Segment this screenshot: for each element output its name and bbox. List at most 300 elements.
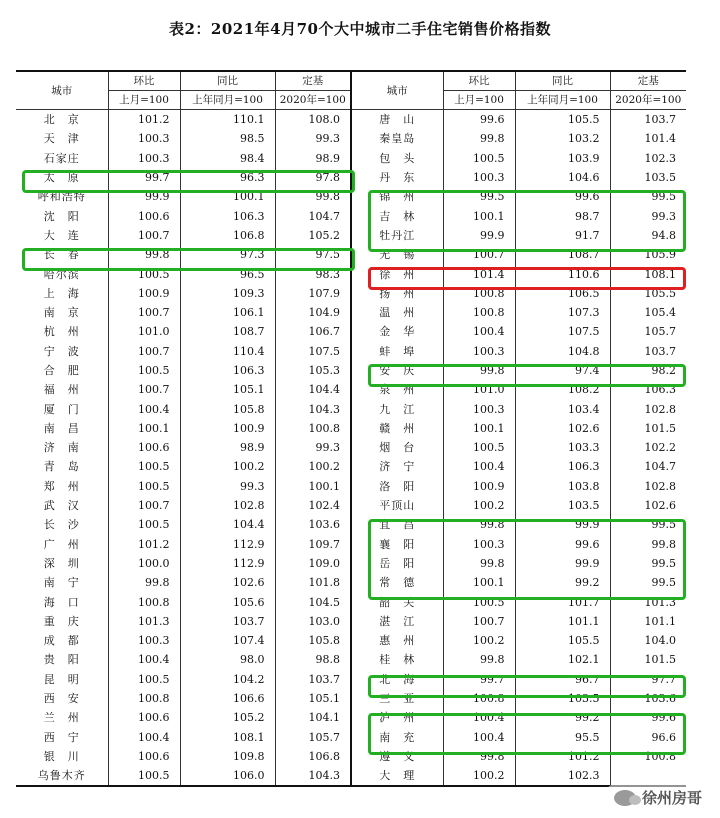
city-name-right: 牡丹江 xyxy=(351,226,443,245)
city-name-left: 兰 州 xyxy=(43,711,80,725)
yoy-value-right: 97.4 xyxy=(515,361,610,380)
city-name-right: 遵 义 xyxy=(351,747,443,766)
yoy-value-left: 106.3 xyxy=(180,361,275,380)
base-value-right: 103.7 xyxy=(610,342,686,361)
base-value-left: 97.8 xyxy=(275,168,351,187)
city-name-left: 南 宁 xyxy=(43,576,80,590)
wechat-icon xyxy=(614,790,636,806)
base-value-right: 103.5 xyxy=(610,168,686,187)
yoy-value-right: 102.6 xyxy=(515,419,610,438)
mom-value-left: 100.9 xyxy=(108,284,180,303)
base-value-left: 98.3 xyxy=(275,264,351,283)
city-name-right: 惠 州 xyxy=(351,631,443,650)
base-value-left: 108.0 xyxy=(275,110,351,130)
city-name-left: 长 沙 xyxy=(43,518,80,532)
table-row xyxy=(16,592,686,611)
mom-value-right: 99.5 xyxy=(443,187,515,206)
base-value-left: 105.7 xyxy=(275,728,351,747)
yoy-value-left: 105.6 xyxy=(180,592,275,611)
table-row xyxy=(16,496,686,515)
city-name-right: 济 宁 xyxy=(351,457,443,476)
city-name-right: 丹 东 xyxy=(351,168,443,187)
yoy-value-left: 110.1 xyxy=(180,110,275,130)
base-value-right: 108.1 xyxy=(610,264,686,283)
city-name-left: 昆 明 xyxy=(43,672,80,686)
mom-value-left: 100.7 xyxy=(108,226,180,245)
yoy-value-right: 98.7 xyxy=(515,206,610,225)
table-row xyxy=(16,515,686,534)
base-value-left: 105.8 xyxy=(275,631,351,650)
table-row xyxy=(16,187,686,206)
mom-value-right: 100.1 xyxy=(443,419,515,438)
city-name-right: 金 华 xyxy=(351,322,443,341)
mom-value-left: 100.6 xyxy=(108,708,180,727)
header-base-left: 定基 xyxy=(275,71,351,91)
mom-value-left: 100.5 xyxy=(108,457,180,476)
mom-value-left: 100.5 xyxy=(108,670,180,689)
base-value-right xyxy=(610,766,686,786)
base-value-right: 97.7 xyxy=(610,670,686,689)
mom-value-left: 100.5 xyxy=(108,264,180,283)
base-value-right: 104.0 xyxy=(610,631,686,650)
mom-value-left: 100.3 xyxy=(108,631,180,650)
mom-value-left: 100.7 xyxy=(108,303,180,322)
table-row xyxy=(16,631,686,650)
yoy-value-left: 100.1 xyxy=(180,187,275,206)
yoy-value-right: 107.3 xyxy=(515,303,610,322)
base-value-right: 101.1 xyxy=(610,612,686,631)
base-value-left: 99.3 xyxy=(275,438,351,457)
base-value-left: 107.9 xyxy=(275,284,351,303)
base-value-left: 104.3 xyxy=(275,399,351,418)
yoy-value-right: 105.5 xyxy=(515,110,610,130)
mom-value-left: 101.2 xyxy=(108,535,180,554)
yoy-value-left: 108.1 xyxy=(180,728,275,747)
base-value-right: 103.7 xyxy=(610,110,686,130)
mom-value-left: 99.8 xyxy=(108,245,180,264)
mom-value-left: 99.9 xyxy=(108,187,180,206)
city-name-left: 宁 波 xyxy=(43,344,80,358)
city-name-right: 徐 州 xyxy=(351,264,443,283)
city-name-left: 贵 阳 xyxy=(43,653,80,667)
city-name-left: 哈尔滨 xyxy=(43,267,80,281)
base-value-left: 102.4 xyxy=(275,496,351,515)
mom-value-right: 99.8 xyxy=(443,361,515,380)
base-value-right: 99.5 xyxy=(610,187,686,206)
yoy-value-right: 110.6 xyxy=(515,264,610,283)
table-row xyxy=(16,322,686,341)
base-value-right: 105.5 xyxy=(610,284,686,303)
city-name-left: 深 圳 xyxy=(43,556,80,570)
yoy-value-left: 105.1 xyxy=(180,380,275,399)
city-name-right: 蚌 埠 xyxy=(351,342,443,361)
header-mom-sub-right: 上月=100 xyxy=(443,91,515,110)
city-name-right: 平顶山 xyxy=(351,496,443,515)
city-name-left: 成 都 xyxy=(43,634,80,648)
base-value-right: 101.5 xyxy=(610,419,686,438)
yoy-value-left: 108.7 xyxy=(180,322,275,341)
city-name-right: 扬 州 xyxy=(351,284,443,303)
base-value-right: 99.5 xyxy=(610,554,686,573)
mom-value-right: 101.0 xyxy=(443,380,515,399)
city-name-right: 锦 州 xyxy=(351,187,443,206)
yoy-value-left: 110.4 xyxy=(180,342,275,361)
yoy-value-left: 102.6 xyxy=(180,573,275,592)
yoy-value-right: 102.3 xyxy=(515,766,610,786)
city-name-left: 呼和浩特 xyxy=(37,190,86,204)
yoy-value-right: 103.9 xyxy=(515,149,610,168)
base-value-right: 105.7 xyxy=(610,322,686,341)
mom-value-right: 100.4 xyxy=(443,708,515,727)
table-row xyxy=(16,129,686,148)
yoy-value-left: 99.3 xyxy=(180,477,275,496)
base-value-right: 106.3 xyxy=(610,380,686,399)
table-row xyxy=(16,361,686,380)
mom-value-right: 100.2 xyxy=(443,631,515,650)
yoy-value-right: 95.5 xyxy=(515,728,610,747)
header-city-right: 城市 xyxy=(351,71,443,110)
mom-value-left: 99.8 xyxy=(108,573,180,592)
city-name-right: 包 头 xyxy=(351,149,443,168)
mom-value-right: 99.8 xyxy=(443,515,515,534)
yoy-value-left: 109.8 xyxy=(180,747,275,766)
table-row xyxy=(16,264,686,283)
yoy-value-right: 101.7 xyxy=(515,592,610,611)
header-mom-right: 环比 xyxy=(443,71,515,91)
city-name-left: 海 口 xyxy=(43,595,80,609)
yoy-value-left: 98.9 xyxy=(180,438,275,457)
table-row xyxy=(16,708,686,727)
city-name-right: 泸 州 xyxy=(351,708,443,727)
mom-value-left: 100.7 xyxy=(108,342,180,361)
mom-value-right: 100.3 xyxy=(443,399,515,418)
mom-value-left: 100.1 xyxy=(108,419,180,438)
yoy-value-right: 99.6 xyxy=(515,535,610,554)
yoy-value-right: 103.2 xyxy=(515,129,610,148)
city-name-left: 太 原 xyxy=(43,171,80,185)
base-value-left: 100.1 xyxy=(275,477,351,496)
table-row xyxy=(16,457,686,476)
city-name-left: 石家庄 xyxy=(43,151,80,165)
mom-value-right: 100.2 xyxy=(443,766,515,786)
yoy-value-left: 106.0 xyxy=(180,766,275,786)
table-row xyxy=(16,438,686,457)
city-name-left: 上 海 xyxy=(43,286,80,300)
mom-value-right: 100.4 xyxy=(443,728,515,747)
yoy-value-right: 99.9 xyxy=(515,554,610,573)
base-value-right: 104.7 xyxy=(610,457,686,476)
header-yoy-right: 同比 xyxy=(515,71,610,91)
city-name-right: 韶 关 xyxy=(351,592,443,611)
base-value-right: 101.5 xyxy=(610,650,686,669)
base-value-left: 98.9 xyxy=(275,149,351,168)
city-name-right: 南 充 xyxy=(351,728,443,747)
mom-value-left: 100.5 xyxy=(108,361,180,380)
yoy-value-right: 104.6 xyxy=(515,168,610,187)
base-value-right: 105.4 xyxy=(610,303,686,322)
mom-value-right: 101.4 xyxy=(443,264,515,283)
base-value-left: 101.8 xyxy=(275,573,351,592)
yoy-value-right: 104.8 xyxy=(515,342,610,361)
mom-value-left: 100.6 xyxy=(108,438,180,457)
yoy-value-right: 99.2 xyxy=(515,573,610,592)
city-name-left: 郑 州 xyxy=(43,479,80,493)
mom-value-right: 100.5 xyxy=(443,438,515,457)
yoy-value-right: 108.2 xyxy=(515,380,610,399)
yoy-value-right: 103.4 xyxy=(515,399,610,418)
table-row xyxy=(16,535,686,554)
header-yoy-sub-right: 上年同月=100 xyxy=(515,91,610,110)
base-value-right: 102.8 xyxy=(610,477,686,496)
mom-value-left: 101.0 xyxy=(108,322,180,341)
base-value-left: 99.3 xyxy=(275,129,351,148)
city-name-left: 大 连 xyxy=(43,228,80,242)
table-row xyxy=(16,573,686,592)
city-name-left: 乌鲁木齐 xyxy=(16,766,108,786)
city-name-left: 天 津 xyxy=(43,132,80,146)
yoy-value-right: 103.3 xyxy=(515,438,610,457)
yoy-value-left: 106.6 xyxy=(180,689,275,708)
base-value-left: 103.7 xyxy=(275,670,351,689)
header-base-sub-left: 2020年=100 xyxy=(275,91,351,110)
base-value-left: 100.8 xyxy=(275,419,351,438)
city-name-right: 北 海 xyxy=(351,670,443,689)
mom-value-left: 101.2 xyxy=(108,110,180,130)
yoy-value-left: 102.8 xyxy=(180,496,275,515)
table-row xyxy=(16,206,686,225)
base-value-right: 99.3 xyxy=(610,206,686,225)
base-value-left: 106.7 xyxy=(275,322,351,341)
yoy-value-right: 101.2 xyxy=(515,747,610,766)
yoy-value-left: 100.9 xyxy=(180,419,275,438)
yoy-value-left: 98.4 xyxy=(180,149,275,168)
base-value-right: 101.4 xyxy=(610,129,686,148)
yoy-value-right: 106.3 xyxy=(515,457,610,476)
yoy-value-right: 108.7 xyxy=(515,245,610,264)
mom-value-right: 100.5 xyxy=(443,149,515,168)
city-name-left: 南 昌 xyxy=(43,421,80,435)
city-name-left: 南 京 xyxy=(43,306,80,320)
yoy-value-right: 102.1 xyxy=(515,650,610,669)
mom-value-left: 100.4 xyxy=(108,728,180,747)
mom-value-left: 100.6 xyxy=(108,747,180,766)
city-name-right: 桂 林 xyxy=(351,650,443,669)
yoy-value-left: 98.0 xyxy=(180,650,275,669)
table-row xyxy=(16,650,686,669)
mom-value-left: 100.4 xyxy=(108,399,180,418)
yoy-value-left: 105.2 xyxy=(180,708,275,727)
mom-value-right: 100.7 xyxy=(443,612,515,631)
mom-value-right: 100.3 xyxy=(443,342,515,361)
mom-value-left: 101.3 xyxy=(108,612,180,631)
yoy-value-right: 99.2 xyxy=(515,708,610,727)
base-value-right: 103.6 xyxy=(610,689,686,708)
yoy-value-right: 96.7 xyxy=(515,670,610,689)
base-value-left: 109.7 xyxy=(275,535,351,554)
base-value-right: 102.8 xyxy=(610,399,686,418)
base-value-right: 99.5 xyxy=(610,515,686,534)
base-value-left: 104.5 xyxy=(275,592,351,611)
mom-value-right: 99.8 xyxy=(443,650,515,669)
yoy-value-right: 91.7 xyxy=(515,226,610,245)
mom-value-right: 99.7 xyxy=(443,670,515,689)
yoy-value-left: 106.8 xyxy=(180,226,275,245)
table-row xyxy=(16,226,686,245)
mom-value-right: 100.4 xyxy=(443,322,515,341)
city-name-left: 青 岛 xyxy=(43,460,80,474)
header-mom-left: 环比 xyxy=(108,71,180,91)
city-name-left: 厦 门 xyxy=(43,402,80,416)
yoy-value-right: 99.9 xyxy=(515,515,610,534)
city-name-left: 北 京 xyxy=(43,113,80,127)
watermark-text: 徐州房哥 xyxy=(641,789,702,807)
base-value-right: 99.8 xyxy=(610,535,686,554)
base-value-left: 103.0 xyxy=(275,612,351,631)
city-name-left: 杭 州 xyxy=(43,325,80,339)
yoy-value-left: 112.9 xyxy=(180,554,275,573)
table-row xyxy=(16,245,686,264)
yoy-value-left: 96.3 xyxy=(180,168,275,187)
watermark xyxy=(608,785,708,810)
mom-value-right: 99.8 xyxy=(443,747,515,766)
mom-value-right: 100.7 xyxy=(443,245,515,264)
table-row xyxy=(16,728,686,747)
city-name-right: 泉 州 xyxy=(351,380,443,399)
base-value-left: 97.5 xyxy=(275,245,351,264)
city-name-left: 西 安 xyxy=(43,692,80,706)
base-value-left: 104.7 xyxy=(275,206,351,225)
city-name-right: 宜 昌 xyxy=(351,515,443,534)
yoy-value-right: 105.5 xyxy=(515,631,610,650)
city-name-left: 武 汉 xyxy=(43,499,80,513)
table-row xyxy=(16,747,686,766)
mom-value-left: 100.7 xyxy=(108,496,180,515)
base-value-right: 102.2 xyxy=(610,438,686,457)
yoy-value-left: 96.5 xyxy=(180,264,275,283)
city-name-right: 安 庆 xyxy=(351,361,443,380)
yoy-value-right: 101.1 xyxy=(515,612,610,631)
city-name-left: 重 庆 xyxy=(43,614,80,628)
header-base-right: 定基 xyxy=(610,71,686,91)
mom-value-right: 100.9 xyxy=(443,477,515,496)
table-row xyxy=(16,110,686,130)
city-name-left: 银 川 xyxy=(43,749,80,763)
mom-value-right: 99.9 xyxy=(443,226,515,245)
table-row xyxy=(16,689,686,708)
base-value-right: 94.8 xyxy=(610,226,686,245)
base-value-right: 102.6 xyxy=(610,496,686,515)
city-name-right: 唐 山 xyxy=(351,110,443,130)
yoy-value-right: 106.5 xyxy=(515,284,610,303)
base-value-right: 99.6 xyxy=(610,708,686,727)
city-name-right: 湛 江 xyxy=(351,612,443,631)
yoy-value-right: 99.6 xyxy=(515,187,610,206)
city-name-right: 洛 阳 xyxy=(351,477,443,496)
base-value-right: 99.5 xyxy=(610,573,686,592)
table-row xyxy=(16,477,686,496)
yoy-value-left: 104.4 xyxy=(180,515,275,534)
base-value-left: 99.8 xyxy=(275,187,351,206)
city-name-right: 烟 台 xyxy=(351,438,443,457)
header-base-sub-right: 2020年=100 xyxy=(610,91,686,110)
mom-value-right: 100.5 xyxy=(443,592,515,611)
base-value-left: 104.3 xyxy=(275,766,351,786)
mom-value-left: 100.5 xyxy=(108,477,180,496)
table-row xyxy=(16,342,686,361)
mom-value-left: 100.4 xyxy=(108,650,180,669)
city-name-right: 九 江 xyxy=(351,399,443,418)
base-value-left: 100.2 xyxy=(275,457,351,476)
yoy-value-left: 112.9 xyxy=(180,535,275,554)
base-value-left: 109.0 xyxy=(275,554,351,573)
yoy-value-left: 100.2 xyxy=(180,457,275,476)
base-value-right: 102.3 xyxy=(610,149,686,168)
yoy-value-left: 106.1 xyxy=(180,303,275,322)
header-yoy-sub-left: 上年同月=100 xyxy=(180,91,275,110)
base-value-left: 104.9 xyxy=(275,303,351,322)
yoy-value-left: 106.3 xyxy=(180,206,275,225)
mom-value-left: 100.3 xyxy=(108,149,180,168)
yoy-value-left: 98.5 xyxy=(180,129,275,148)
base-value-left: 105.1 xyxy=(275,689,351,708)
table-row xyxy=(16,399,686,418)
mom-value-left: 100.6 xyxy=(108,206,180,225)
table-row xyxy=(16,168,686,187)
mom-value-right: 99.6 xyxy=(443,110,515,130)
mom-value-left: 100.5 xyxy=(108,515,180,534)
table-row xyxy=(16,149,686,168)
city-name-left: 西 宁 xyxy=(43,730,80,744)
yoy-value-right: 103.5 xyxy=(515,496,610,515)
mom-value-right: 99.8 xyxy=(443,129,515,148)
city-name-right: 常 德 xyxy=(351,573,443,592)
yoy-value-left: 103.7 xyxy=(180,612,275,631)
city-name-right: 大 理 xyxy=(351,766,443,786)
yoy-value-right: 107.5 xyxy=(515,322,610,341)
city-name-right: 襄 阳 xyxy=(351,535,443,554)
table-row xyxy=(16,554,686,573)
city-name-left: 长 春 xyxy=(43,248,80,262)
table-row xyxy=(16,303,686,322)
table-row xyxy=(16,670,686,689)
city-name-right: 无 锡 xyxy=(351,245,443,264)
base-value-left: 104.4 xyxy=(275,380,351,399)
city-name-right: 吉 林 xyxy=(351,206,443,225)
mom-value-right: 100.8 xyxy=(443,689,515,708)
city-name-right: 岳 阳 xyxy=(351,554,443,573)
city-name-left: 福 州 xyxy=(43,383,80,397)
city-name-right: 温 州 xyxy=(351,303,443,322)
mom-value-right: 100.3 xyxy=(443,535,515,554)
city-name-left: 沈 阳 xyxy=(43,209,80,223)
yoy-value-left: 105.8 xyxy=(180,399,275,418)
table-row xyxy=(16,284,686,303)
city-name-right: 赣 州 xyxy=(351,419,443,438)
table-row xyxy=(16,766,686,786)
base-value-left: 103.6 xyxy=(275,515,351,534)
mom-value-left: 100.3 xyxy=(108,129,180,148)
base-value-right: 105.9 xyxy=(610,245,686,264)
mom-value-left: 100.8 xyxy=(108,592,180,611)
yoy-value-right: 103.5 xyxy=(515,689,610,708)
table-title: 表2：2021年4月70个大中城市二手住宅销售价格指数 xyxy=(169,20,551,38)
city-name-left: 合 肥 xyxy=(43,364,80,377)
table-row xyxy=(16,419,686,438)
base-value-right: 96.6 xyxy=(610,728,686,747)
mom-value-right: 100.4 xyxy=(443,457,515,476)
mom-value-right: 100.8 xyxy=(443,284,515,303)
mom-value-right: 100.1 xyxy=(443,573,515,592)
